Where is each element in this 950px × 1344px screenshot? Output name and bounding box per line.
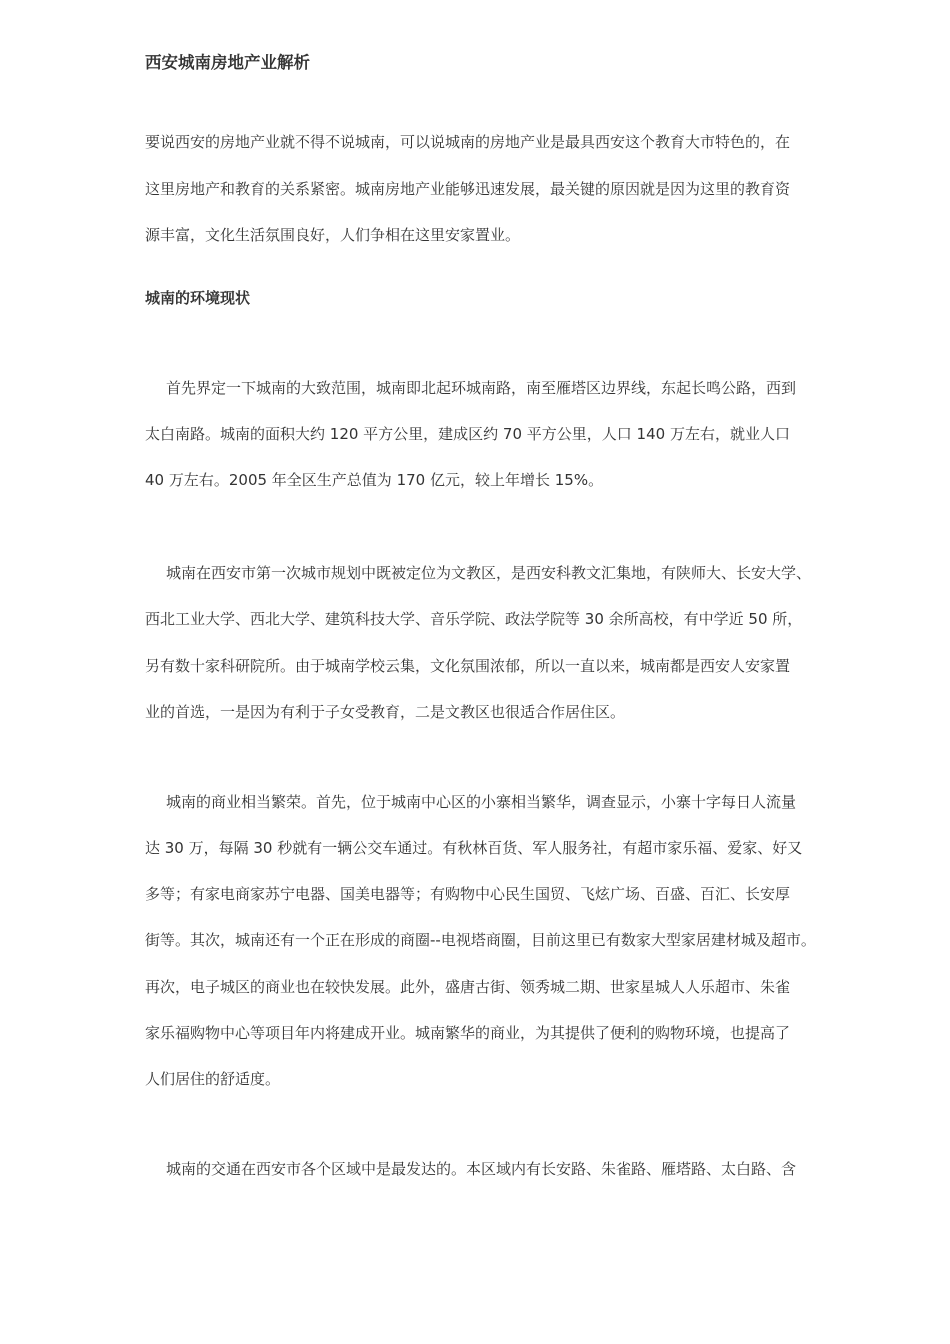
paragraph-line: 多等；有家电商家苏宁电器、国美电器等；有购物中心民生国贸、飞炫广场、百盛、百汇、长安厚 xyxy=(145,885,791,903)
paragraph-line: 西北工业大学、西北大学、建筑科技大学、音乐学院、政法学院等 30 余所高校，有中学近 50 所， xyxy=(145,610,803,628)
paragraph-line: 另有数十家科研院所。由于城南学校云集，文化氛围浓郁，所以一直以来，城南都是西安人安家置 xyxy=(145,657,791,675)
section-heading: 城南的环境现状 xyxy=(145,289,251,307)
paragraph-line: 业的首选，一是因为有利于子女受教育，二是文教区也很适合作居住区。 xyxy=(145,703,626,721)
paragraph-line: 街等。其次，城南还有一个正在形成的商圈--电视塔商圈，目前这里已有数家大型家居建材城及超市。 xyxy=(145,931,816,949)
paragraph-line: 达 30 万，每隔 30 秒就有一辆公交车通过。有秋林百货、军人服务社，有超市家乐福、爱家、好又 xyxy=(145,839,803,857)
document-title: 西安城南房地产业解析 xyxy=(145,53,310,72)
paragraph-line: 城南的交通在西安市各个区域中是最发达的。本区域内有长安路、朱雀路、雁塔路、太白路、含 xyxy=(166,1160,797,1178)
intro-line: 这里房地产和教育的关系紧密。城南房地产业能够迅速发展，最关键的原因就是因为这里的教育资 xyxy=(145,180,791,198)
intro-line: 要说西安的房地产业就不得不说城南，可以说城南的房地产业是最具西安这个教育大市特色的，在 xyxy=(145,133,791,151)
paragraph-line: 家乐福购物中心等项目年内将建成开业。城南繁华的商业，为其提供了便利的购物环境，也提高了 xyxy=(145,1024,791,1042)
intro-line: 源丰富，文化生活氛围良好，人们争相在这里安家置业。 xyxy=(145,226,521,244)
paragraph-line: 40 万左右。2005 年全区生产总值为 170 亿元，较上年增长 15%。 xyxy=(145,471,604,489)
paragraph-line: 再次，电子城区的商业也在较快发展。此外，盛唐古街、领秀城二期、世家星城人人乐超市、朱雀 xyxy=(145,978,791,996)
paragraph-line: 城南的商业相当繁荣。首先，位于城南中心区的小寨相当繁华，调查显示，小寨十字每日人流量 xyxy=(166,793,797,811)
paragraph-line: 首先界定一下城南的大致范围，城南即北起环城南路，南至雁塔区边界线，东起长鸣公路，西到 xyxy=(166,379,797,397)
paragraph-line: 太白南路。城南的面积大约 120 平方公里，建成区约 70 平方公里，人口 140 万左右，就业人口 xyxy=(145,425,790,443)
paragraph-line: 人们居住的舒适度。 xyxy=(145,1070,281,1088)
paragraph-line: 城南在西安市第一次城市规划中既被定位为文教区，是西安科教文汇集地，有陕师大、长安大学、 xyxy=(166,564,812,582)
